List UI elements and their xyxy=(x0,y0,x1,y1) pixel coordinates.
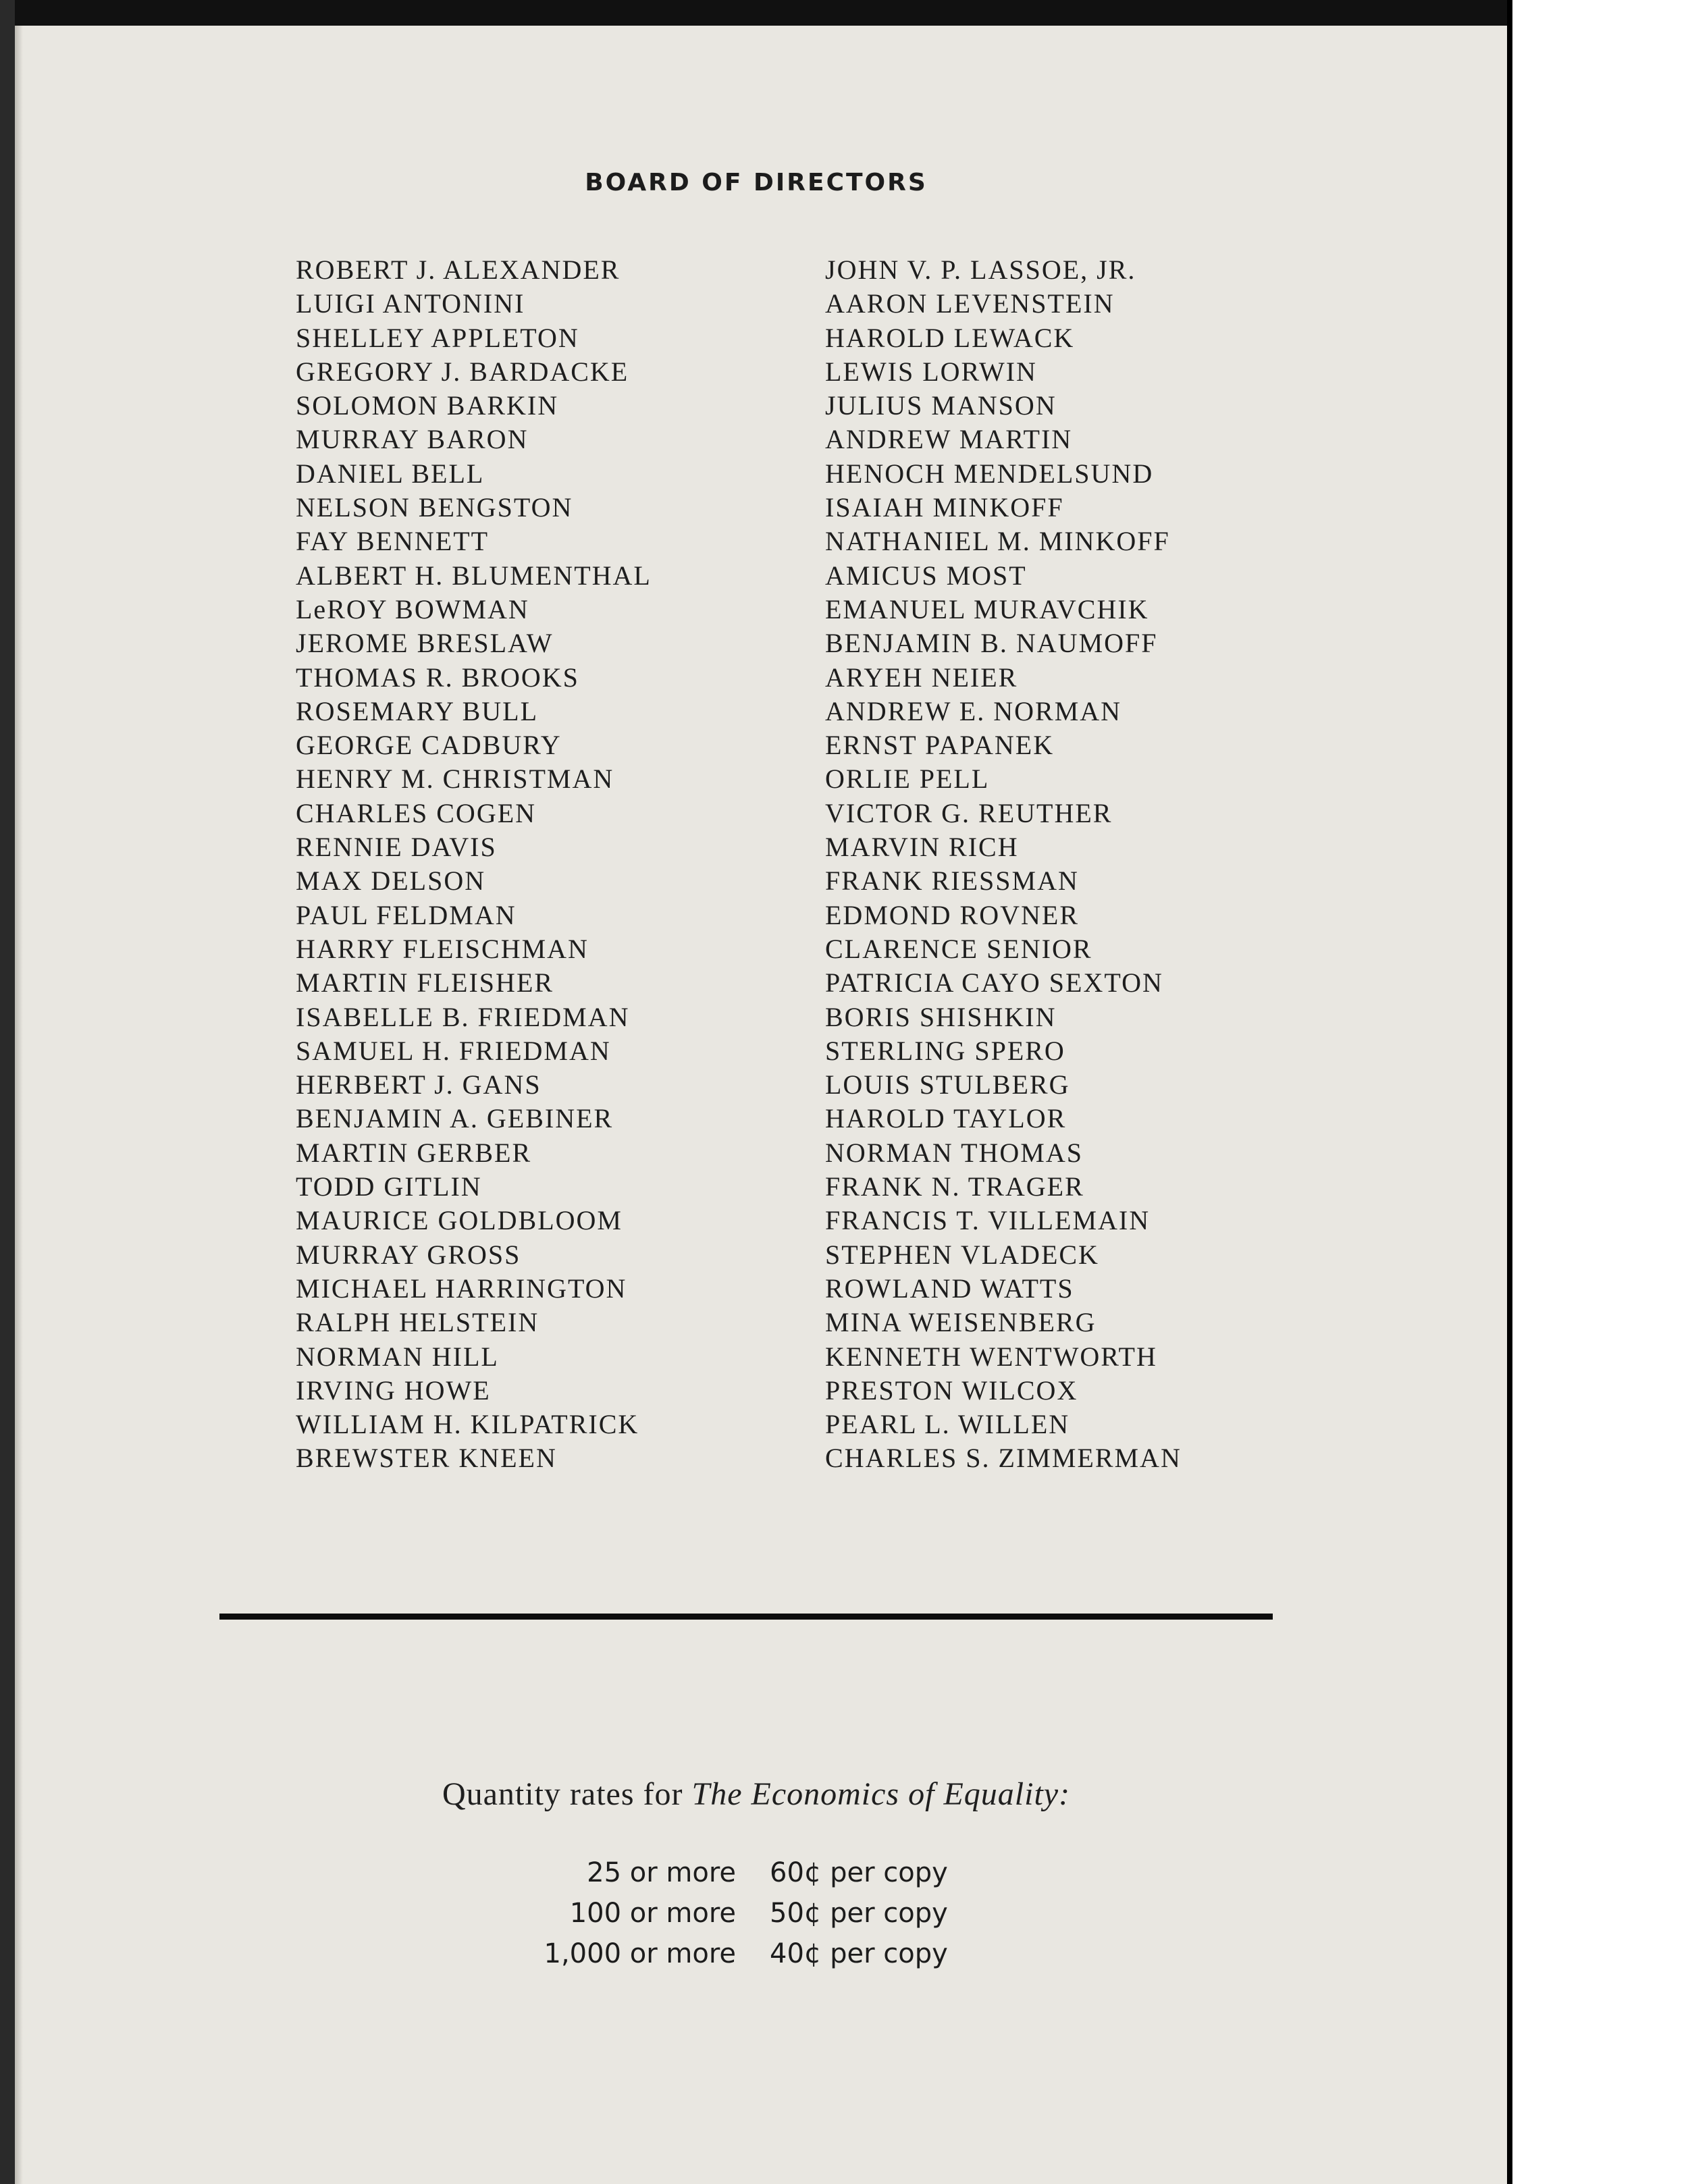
director-name: BENJAMIN B. NAUMOFF xyxy=(825,628,1158,659)
quantity-rates-list xyxy=(0,1853,1512,1974)
director-name: PAUL FELDMAN xyxy=(296,899,517,930)
director-name: MARVIN RICH xyxy=(825,832,1019,863)
director-name: MAURICE GOLDBLOOM xyxy=(296,1205,623,1236)
director-name: ANDREW E. NORMAN xyxy=(825,695,1122,726)
director-name: ISABELLE B. FRIEDMAN xyxy=(296,1001,630,1032)
director-name: FRANK RIESSMAN xyxy=(825,865,1079,897)
director-name: KENNETH WENTWORTH xyxy=(825,1341,1157,1372)
director-name: LOUIS STULBERG xyxy=(825,1069,1070,1100)
director-name: FRANCIS T. VILLEMAIN xyxy=(825,1205,1151,1236)
director-name: CHARLES COGEN xyxy=(296,797,537,828)
board-title: BOARD OF DIRECTORS xyxy=(585,169,928,196)
director-name: MICHAEL HARRINGTON xyxy=(296,1273,627,1304)
director-name: ERNST PAPANEK xyxy=(825,730,1055,761)
director-name: ARYEH NEIER xyxy=(825,662,1018,693)
rate-row xyxy=(0,1934,1512,1974)
director-name: THOMAS R. BROOKS xyxy=(296,662,579,693)
directors-right-column xyxy=(825,253,1182,1476)
director-name: JOHN V. P. LASSOE, JR. xyxy=(825,255,1136,285)
director-name: SHELLEY APPLETON xyxy=(296,322,579,353)
director-name: FAY BENNETT xyxy=(296,526,490,557)
director-name: GREGORY J. BARDACKE xyxy=(296,356,629,387)
director-name: RALPH HELSTEIN xyxy=(296,1307,539,1338)
director-name: PATRICIA CAYO SEXTON xyxy=(825,967,1163,998)
director-name: IRVING HOWE xyxy=(296,1375,491,1406)
director-name: JEROME BRESLAW xyxy=(296,628,554,659)
director-name: STERLING SPERO xyxy=(825,1035,1065,1066)
publication-title: The Economics of Equality: xyxy=(691,1776,1071,1812)
director-name: HAROLD LEWACK xyxy=(825,322,1075,353)
director-name: MURRAY BARON xyxy=(296,424,529,455)
director-name: AMICUS MOST xyxy=(825,560,1027,591)
director-name: EMANUEL MURAVCHIK xyxy=(825,593,1149,624)
director-name: ROBERT J. ALEXANDER xyxy=(296,255,621,285)
director-name: MARTIN FLEISHER xyxy=(296,967,554,998)
director-name: CHARLES S. ZIMMERMAN xyxy=(825,1443,1182,1474)
director-name: HENRY M. CHRISTMAN xyxy=(296,764,614,795)
director-name: ALBERT H. BLUMENTHAL xyxy=(296,560,652,591)
director-name: LEWIS LORWIN xyxy=(825,356,1037,387)
director-name: MINA WEISENBERG xyxy=(825,1307,1097,1338)
quantity-rates-heading xyxy=(0,1776,1512,1813)
director-name: HAROLD TAYLOR xyxy=(825,1103,1067,1134)
director-name: SAMUEL H. FRIEDMAN xyxy=(296,1035,611,1066)
director-name: HARRY FLEISCHMAN xyxy=(296,933,589,964)
director-name: MURRAY GROSS xyxy=(296,1239,521,1270)
director-name: LeROY BOWMAN xyxy=(296,593,529,624)
director-name: PEARL L. WILLEN xyxy=(825,1409,1070,1440)
director-name: MAX DELSON xyxy=(296,865,486,897)
director-name: NORMAN THOMAS xyxy=(825,1137,1083,1168)
rate-price: 50¢ per copy xyxy=(770,1898,948,1929)
director-name: ROSEMARY BULL xyxy=(296,695,539,726)
director-name: DANIEL BELL xyxy=(296,458,485,489)
director-name: AARON LEVENSTEIN xyxy=(825,288,1115,319)
rate-price: 60¢ per copy xyxy=(770,1857,948,1888)
director-name: LUIGI ANTONINI xyxy=(296,288,525,319)
rate-quantity: 25 or more xyxy=(587,1857,736,1888)
rate-quantity: 1,000 or more xyxy=(544,1938,736,1969)
scan-border-top xyxy=(0,0,1512,26)
director-name: SOLOMON BARKIN xyxy=(296,390,559,421)
director-name: ORLIE PELL xyxy=(825,764,990,795)
director-name: PRESTON WILCOX xyxy=(825,1375,1078,1406)
director-name: JULIUS MANSON xyxy=(825,390,1057,421)
director-name: BORIS SHISHKIN xyxy=(825,1001,1057,1032)
director-name: EDMOND ROVNER xyxy=(825,899,1079,930)
rate-price: 40¢ per copy xyxy=(770,1938,948,1969)
rates-heading-prefix: Quantity rates for xyxy=(442,1776,692,1812)
rate-row xyxy=(0,1893,1512,1934)
director-name: HERBERT J. GANS xyxy=(296,1069,542,1100)
director-name: FRANK N. TRAGER xyxy=(825,1171,1084,1202)
director-name: ANDREW MARTIN xyxy=(825,424,1073,455)
director-name: HENOCH MENDELSUND xyxy=(825,458,1154,489)
director-name: BREWSTER KNEEN xyxy=(296,1443,557,1474)
rate-quantity: 100 or more xyxy=(569,1898,736,1929)
director-name: TODD GITLIN xyxy=(296,1171,482,1202)
director-name: VICTOR G. REUTHER xyxy=(825,797,1113,828)
director-name: BENJAMIN A. GEBINER xyxy=(296,1103,614,1134)
director-name: GEORGE CADBURY xyxy=(296,730,562,761)
director-name: RENNIE DAVIS xyxy=(296,832,497,863)
director-name: NORMAN HILL xyxy=(296,1341,499,1372)
director-name: CLARENCE SENIOR xyxy=(825,933,1092,964)
director-name: STEPHEN VLADECK xyxy=(825,1239,1099,1270)
director-name: ROWLAND WATTS xyxy=(825,1273,1074,1304)
director-name: NELSON BENGSTON xyxy=(296,492,573,523)
director-name: ISAIAH MINKOFF xyxy=(825,492,1064,523)
directors-left-column xyxy=(296,253,652,1476)
section-divider xyxy=(219,1614,1273,1620)
director-name: WILLIAM H. KILPATRICK xyxy=(296,1409,639,1440)
director-name: MARTIN GERBER xyxy=(296,1137,532,1168)
director-name: NATHANIEL M. MINKOFF xyxy=(825,526,1170,557)
rate-row xyxy=(0,1853,1512,1893)
